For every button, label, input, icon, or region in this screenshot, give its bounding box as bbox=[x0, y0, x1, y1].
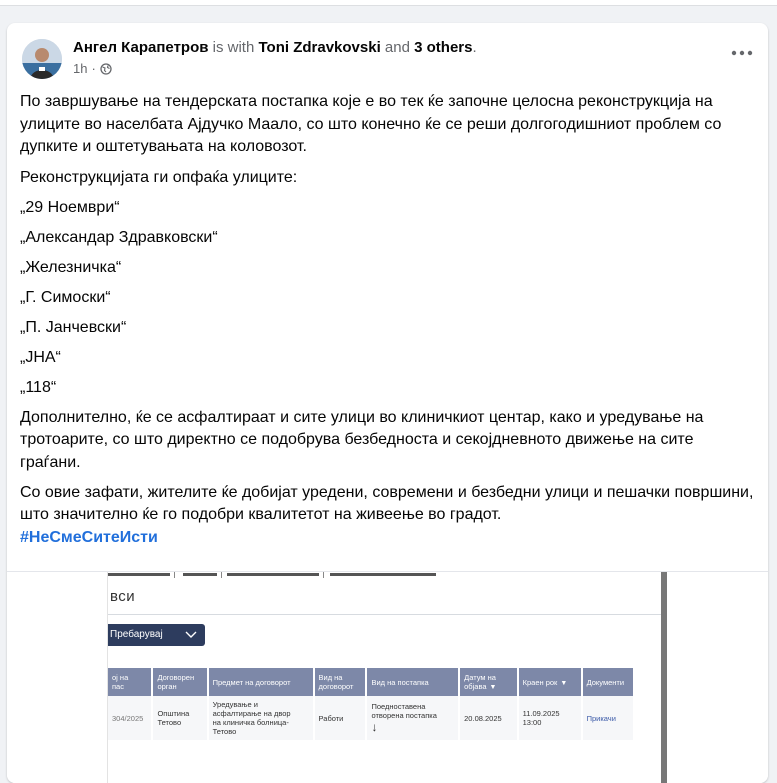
column-header: Предмет на договорот bbox=[208, 668, 314, 696]
street-item: „Г. Симоски“ bbox=[20, 288, 111, 306]
post-time[interactable]: 1h bbox=[73, 61, 88, 76]
post-body bbox=[20, 91, 755, 549]
avatar[interactable] bbox=[22, 39, 62, 79]
others-link[interactable]: 3 others bbox=[414, 39, 473, 56]
post-time-row bbox=[73, 61, 112, 77]
tagged-person[interactable]: Toni Zdravkovski bbox=[258, 39, 381, 56]
post-meta bbox=[73, 38, 477, 58]
column-header: Договорен орган bbox=[152, 668, 207, 696]
table-header-row bbox=[108, 668, 634, 696]
chevron-down-icon bbox=[185, 624, 197, 653]
street-item: „П. Јанчевски“ bbox=[20, 318, 127, 336]
cell-procedure bbox=[366, 696, 459, 740]
procedure-text: Поедноставена отворена постапка bbox=[371, 702, 437, 720]
street-item: „118“ bbox=[20, 378, 57, 396]
arrow-down-icon: ↓ bbox=[371, 720, 378, 734]
screenshot-page-title: вси bbox=[110, 588, 136, 605]
closing-text: Со овие зафати, жителите ќе добијат уредени, современи и безбедни улици и пешачки површини, што значително ќе го подобри квалитетот на живеење во градот. bbox=[20, 483, 754, 523]
streets-intro: Реконструкцијата ги опфаќа улиците: bbox=[20, 168, 298, 186]
more-dots-icon bbox=[730, 49, 754, 57]
and-text: and bbox=[380, 39, 415, 56]
screenshot-search-button bbox=[108, 624, 205, 646]
tenders-table bbox=[108, 668, 635, 740]
cell-authority: Општина Тетово bbox=[152, 696, 207, 740]
street-item: „29 Ноември“ bbox=[20, 198, 120, 216]
column-header-text: Краен рок bbox=[522, 677, 558, 687]
column-header: Вид на постапка bbox=[366, 668, 459, 696]
cell-documents: Прикачи bbox=[582, 696, 634, 740]
column-header-text: Датум на објава bbox=[464, 673, 496, 691]
post-card bbox=[7, 23, 768, 783]
column-header: Документи bbox=[582, 668, 634, 696]
post-header bbox=[7, 23, 768, 93]
street-item: „ЈНА“ bbox=[20, 348, 61, 366]
cell-number: 304/2025 bbox=[108, 696, 152, 740]
sort-down-icon: ▼ bbox=[560, 679, 568, 687]
closing-paragraph bbox=[20, 482, 755, 550]
screenshot-nav-links bbox=[108, 572, 661, 580]
avatar-photo-icon bbox=[22, 39, 62, 79]
column-header bbox=[459, 668, 517, 696]
sort-down-icon: ▼ bbox=[489, 684, 497, 691]
cropped-nav-links bbox=[108, 572, 661, 580]
post-media[interactable] bbox=[7, 571, 768, 783]
author-name[interactable]: Ангел Карапетров bbox=[73, 39, 209, 56]
with-text: is with bbox=[208, 39, 259, 56]
hashtag-link[interactable]: #НеСмеСитеИсти bbox=[20, 528, 158, 546]
street-item: „Железничка“ bbox=[20, 258, 122, 276]
street-item: „Александар Здравковски“ bbox=[20, 228, 218, 246]
intro-paragraph: По завршување на тендерската постапка које е во тек ќе започне целосна реконструкција на улиците во населбата Ајдучко Маало, со што конечно ќе се реши долгогодишниот проблем со дупките и оштетувањата на коловозот. bbox=[20, 93, 722, 155]
screenshot-divider bbox=[108, 614, 661, 615]
search-button-label: Пребарувај bbox=[110, 629, 163, 640]
table-row bbox=[108, 696, 634, 740]
globe-icon[interactable] bbox=[100, 63, 112, 75]
cell-subject: Уредување и асфалтирање на двор на клиничка болница- Тетово bbox=[208, 696, 314, 740]
more-options-button[interactable] bbox=[730, 45, 754, 61]
previous-post-edge bbox=[0, 0, 777, 6]
time-separator: · bbox=[91, 61, 96, 76]
period-text: . bbox=[472, 39, 477, 56]
additional-paragraph: Дополнително, ќе се асфалтираат и сите улици во клиничкиот центар, како и уредување на тротоарите, со што директно се подобрува безбедноста и секојдневното движење на сите граѓани. bbox=[20, 408, 704, 471]
cell-published: 20.08.2025 bbox=[459, 696, 517, 740]
attached-screenshot bbox=[107, 572, 667, 783]
column-header bbox=[518, 668, 582, 696]
column-header: Вид на договорот bbox=[314, 668, 367, 696]
cell-contract-type: Работи bbox=[314, 696, 367, 740]
column-header: ој на пас bbox=[108, 668, 152, 696]
cell-deadline: 11.09.2025 13:00 bbox=[518, 696, 582, 740]
